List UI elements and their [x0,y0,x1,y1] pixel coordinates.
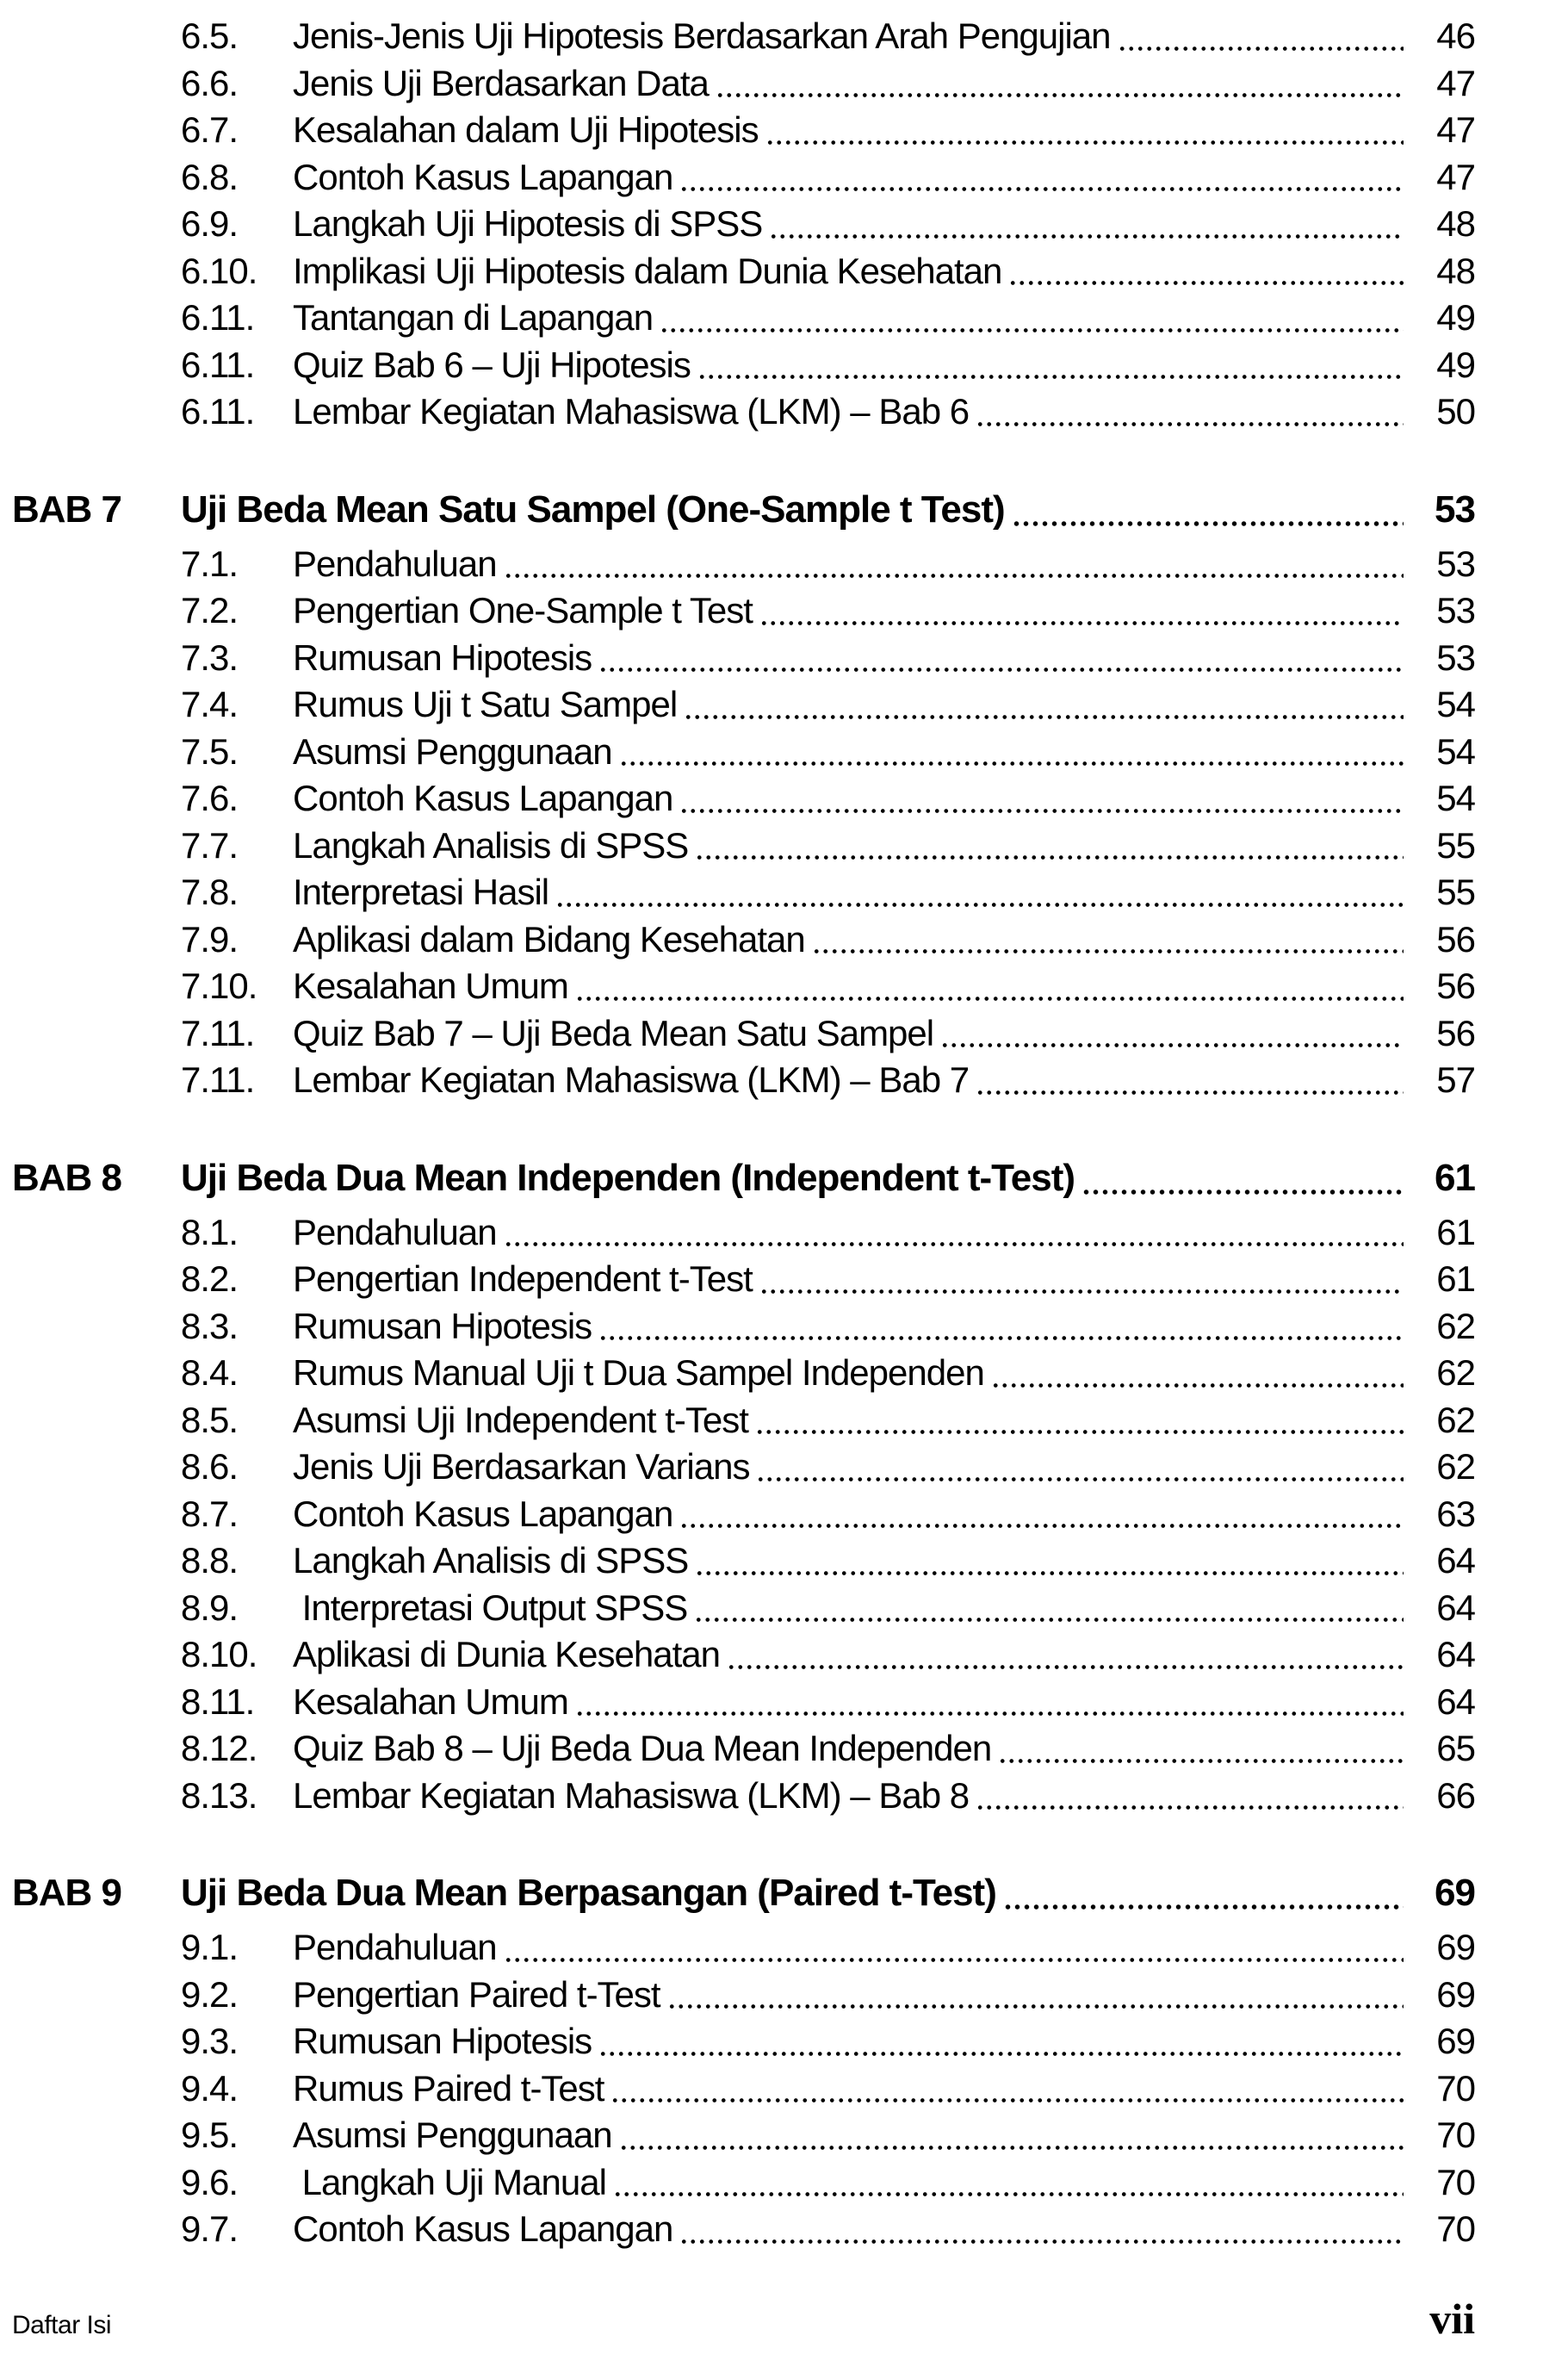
entry-title: Asumsi Penggunaan [293,730,612,772]
dot-leader [716,93,1404,97]
entry-number: 8.3. [181,1305,239,1346]
entry-number: 9.2. [181,1973,239,2015]
dot-leader [504,1242,1404,1246]
toc-entry-row [12,1212,1475,1259]
dot-leader [598,668,1404,672]
entry-page-number: 64 [1436,1540,1475,1581]
dot-leader [1003,1904,1404,1910]
dot-leader [679,2239,1404,2244]
toc-entry-row [12,2115,1475,2162]
entry-page-number: 53 [1436,543,1475,584]
entry-number: 8.11. [181,1680,255,1722]
entry-title: Langkah Uji Hipotesis di SPSS [293,203,763,244]
entry-title: Rumusan Hipotesis [293,637,592,678]
entry-number: 8.4. [181,1352,239,1393]
entry-page-number: 70 [1436,2115,1475,2155]
entry-title: Langkah Analisis di SPSS [293,824,689,866]
entry-page-number: 70 [1436,2067,1475,2109]
toc-entry-row [12,297,1475,345]
entry-number: 9.6. [181,2161,239,2202]
entry-title: Rumus Paired t-Test [293,2067,604,2109]
entry-page-number: 56 [1436,966,1475,1006]
toc-entry-row [12,2021,1475,2068]
toc-entry-row [12,16,1475,63]
entry-page-number: 50 [1436,391,1475,432]
toc-entry-row [12,1634,1475,1681]
toc-entry-row [12,1974,1475,2022]
toc-entry-row [12,1446,1475,1494]
dot-leader [998,1759,1404,1763]
dot-leader [697,375,1404,379]
toc-entry-row [12,1306,1475,1353]
entry-title: Pengertian Paired t-Test [293,1973,660,2015]
toc-entry-row [12,1587,1475,1635]
entry-number: 8.7. [181,1493,239,1534]
entry-page-number: 69 [1436,1927,1475,1967]
entry-page-number: 49 [1436,344,1475,385]
entry-title: Implikasi Uji Hipotesis dalam Dunia Kesehatan [293,250,1002,291]
entry-number: 9.4. [181,2067,239,2109]
dot-leader [555,903,1404,907]
entry-number: 8.5. [181,1399,239,1440]
entry-number: 8.6. [181,1446,239,1487]
entry-number: 8.13. [181,1774,257,1816]
entry-number: 8.8. [181,1540,239,1581]
toc-entry-row [12,203,1475,251]
dot-leader [1008,281,1404,285]
entry-title: Asumsi Penggunaan [293,2115,612,2155]
page-footer [12,2295,1475,2343]
dot-leader [756,1477,1404,1481]
dot-leader [694,1618,1404,1622]
entry-page-number: 62 [1436,1305,1475,1346]
dot-leader [684,715,1404,719]
entry-title: Aplikasi di Dunia Kesehatan [293,1634,720,1674]
entry-title: Rumus Uji t Satu Sampel [293,684,678,724]
entry-title: Quiz Bab 8 – Uji Beda Dua Mean Independen [293,1728,992,1768]
entry-title: Interpretasi Hasil [293,872,549,912]
chapter-heading-row [12,488,1475,543]
entry-page-number: 57 [1436,1059,1475,1100]
footer-section-label: Daftar Isi [12,2311,112,2339]
entry-page-number: 56 [1436,1012,1475,1053]
toc-entry-row [12,825,1475,873]
toc-entry-row [12,919,1475,966]
toc-entry-row [12,2208,1475,2256]
entry-title: Asumsi Uji Independent t-Test [293,1399,748,1440]
toc-entry-row [12,684,1475,731]
dot-leader [667,2004,1404,2009]
entry-number: 7.11. [181,1012,255,1053]
chapter-heading-row [12,1872,1475,1927]
dot-leader [976,1090,1404,1095]
entry-number: 8.1. [181,1211,239,1252]
entry-page-number: 64 [1436,1634,1475,1674]
entry-number: 8.9. [181,1587,239,1628]
section-gap [12,438,1475,488]
dot-leader [727,1665,1404,1669]
dot-leader [1081,1189,1404,1195]
entry-title: Contoh Kasus Lapangan [293,778,673,818]
entry-number: 9.3. [181,2021,239,2061]
dot-leader [812,949,1404,953]
dot-leader [504,574,1404,578]
dot-leader [976,1805,1404,1810]
dot-leader [755,1430,1404,1434]
entry-page-number: 62 [1436,1399,1475,1440]
chapter-page-number: 61 [1435,1156,1475,1199]
entry-number: 7.3. [181,637,239,678]
toc-entry-row [12,1400,1475,1447]
toc-entry-row [12,872,1475,919]
entry-number: 7.9. [181,918,239,960]
dot-leader [619,761,1404,766]
dot-leader [991,1383,1404,1388]
entry-title: Kesalahan Umum [293,1680,568,1722]
entry-title: Quiz Bab 7 – Uji Beda Mean Satu Sampel [293,1012,934,1053]
entry-page-number: 53 [1436,637,1475,678]
entry-title: Pendahuluan [293,1927,497,1967]
toc-entry-row [12,1059,1475,1107]
entry-title: Tantangan di Lapangan [293,297,654,338]
toc-entry-row [12,966,1475,1013]
entry-number: 7.4. [181,684,239,724]
toc-entry-row [12,1258,1475,1306]
toc-entry-row [12,2068,1475,2115]
toc-entry-row [12,157,1475,204]
entry-number: 8.2. [181,1258,239,1299]
entry-page-number: 54 [1436,778,1475,818]
entry-title: Rumusan Hipotesis [293,1305,592,1346]
entry-number: 8.10. [181,1634,257,1674]
entry-title: Langkah Uji Manual [293,2161,606,2202]
toc-entry-row [12,251,1475,298]
entry-number: 9.1. [181,1927,239,1967]
dot-leader [504,1958,1404,1962]
entry-page-number: 69 [1436,1973,1475,2015]
dot-leader [976,422,1404,426]
entry-page-number: 55 [1436,824,1475,866]
dot-leader [575,1711,1404,1716]
dot-leader [610,2098,1404,2102]
entry-number: 7.1. [181,543,239,584]
entry-title: Interpretasi Output SPSS [293,1587,688,1628]
dot-leader [613,2192,1404,2196]
entry-number: 7.6. [181,778,239,818]
dot-leader [695,1571,1404,1575]
toc-entry-row [12,778,1475,825]
entry-title: Kesalahan Umum [293,966,568,1006]
entry-page-number: 56 [1436,918,1475,960]
entry-number: 6.8. [181,156,239,197]
toc-entry-row [12,1927,1475,1974]
entry-title: Jenis-Jenis Uji Hipotesis Berdasarkan Arah Pengujian [293,16,1111,56]
toc-entry-row [12,590,1475,637]
entry-title: Contoh Kasus Lapangan [293,2208,673,2249]
dot-leader [679,1524,1404,1528]
toc-entry-row [12,2162,1475,2209]
entry-title: Pengertian Independent t-Test [293,1258,753,1299]
toc-entry-row [12,391,1475,438]
entry-page-number: 61 [1436,1211,1475,1252]
chapter-label: BAB 7 [12,488,122,531]
entry-page-number: 63 [1436,1493,1475,1534]
dot-leader [679,809,1404,813]
entry-title: Langkah Analisis di SPSS [293,1540,689,1581]
entry-number: 8.12. [181,1728,257,1768]
entry-page-number: 66 [1436,1774,1475,1816]
toc-entry-row [12,1540,1475,1587]
section-gap [12,1822,1475,1872]
entry-page-number: 55 [1436,872,1475,912]
toc-entry-row [12,109,1475,157]
dot-leader [598,2052,1404,2056]
chapter-title: Uji Beda Mean Satu Sampel (One-Sample t Test) [181,488,1005,531]
dot-leader [695,855,1404,860]
entry-number: 9.7. [181,2208,239,2249]
entry-title: Contoh Kasus Lapangan [293,1493,673,1534]
entry-page-number: 64 [1436,1587,1475,1628]
entry-title: Quiz Bab 6 – Uji Hipotesis [293,344,691,385]
dot-leader [759,1289,1404,1294]
chapter-title: Uji Beda Dua Mean Berpasangan (Paired t-Test) [181,1872,996,1914]
entry-number: 6.5. [181,16,239,56]
entry-page-number: 47 [1436,156,1475,197]
entry-title: Lembar Kegiatan Mahasiswa (LKM) – Bab 6 [293,391,970,432]
dot-leader [940,1043,1404,1047]
chapter-page-number: 69 [1435,1872,1475,1914]
entry-title: Jenis Uji Berdasarkan Varians [293,1446,750,1487]
footer-page-number-roman: vii [1429,2295,1475,2343]
entry-number: 9.5. [181,2115,239,2155]
dot-leader [575,997,1404,1001]
entry-page-number: 70 [1436,2208,1475,2249]
entry-title: Aplikasi dalam Bidang Kesehatan [293,918,805,960]
entry-number: 7.2. [181,590,239,630]
dot-leader [660,328,1404,332]
entry-page-number: 62 [1436,1352,1475,1393]
entry-title: Contoh Kasus Lapangan [293,156,673,197]
chapter-title: Uji Beda Dua Mean Independen (Independent t-Test) [181,1156,1075,1199]
entry-number: 6.11. [181,297,255,338]
entry-title: Lembar Kegiatan Mahasiswa (LKM) – Bab 7 [293,1059,970,1100]
dot-leader [598,1336,1404,1340]
entry-title: Kesalahan dalam Uji Hipotesis [293,109,759,150]
entry-page-number: 62 [1436,1446,1475,1487]
entry-page-number: 46 [1436,16,1475,56]
toc-entry-row [12,345,1475,392]
entry-number: 7.10. [181,966,257,1006]
entry-title: Lembar Kegiatan Mahasiswa (LKM) – Bab 8 [293,1774,970,1816]
dot-leader [1012,521,1404,526]
entry-page-number: 47 [1436,62,1475,103]
entry-number: 6.6. [181,62,239,103]
entry-number: 6.11. [181,344,255,385]
entry-number: 7.5. [181,730,239,772]
entry-title: Pengertian One-Sample t Test [293,590,753,630]
chapter-heading-row [12,1157,1475,1212]
toc-entry-row [12,731,1475,779]
entry-page-number: 48 [1436,250,1475,291]
entry-page-number: 61 [1436,1258,1475,1299]
toc-entry-row [12,637,1475,685]
entry-page-number: 48 [1436,203,1475,244]
entry-page-number: 69 [1436,2021,1475,2061]
dot-leader [765,140,1404,145]
entry-title: Rumus Manual Uji t Dua Sampel Independen [293,1352,984,1393]
entry-number: 6.7. [181,109,239,150]
toc-entry-row [12,1494,1475,1541]
entry-title: Pendahuluan [293,1211,497,1252]
entry-title: Rumusan Hipotesis [293,2021,592,2061]
entry-page-number: 54 [1436,730,1475,772]
entry-page-number: 70 [1436,2161,1475,2202]
toc-entry-row [12,1352,1475,1400]
entry-number: 7.11. [181,1059,255,1100]
chapter-label: BAB 9 [12,1872,122,1914]
chapter-label: BAB 8 [12,1156,122,1199]
entry-page-number: 54 [1436,684,1475,724]
toc-entry-row [12,1728,1475,1775]
entry-number: 6.11. [181,391,255,432]
toc-entry-row [12,1681,1475,1729]
toc-entry-row [12,543,1475,591]
dot-leader [1118,47,1404,51]
dot-leader [769,234,1404,239]
dot-leader [759,621,1404,625]
entry-page-number: 47 [1436,109,1475,150]
entry-page-number: 64 [1436,1680,1475,1722]
entry-title: Pendahuluan [293,543,497,584]
table-of-contents [12,16,1475,2256]
chapter-page-number: 53 [1435,488,1475,531]
entry-page-number: 53 [1436,590,1475,630]
section-gap [12,1107,1475,1157]
entry-number: 6.10. [181,250,257,291]
entry-page-number: 65 [1436,1728,1475,1768]
entry-number: 7.7. [181,824,239,866]
dot-leader [619,2146,1404,2150]
toc-entry-row [12,63,1475,110]
dot-leader [679,187,1404,191]
entry-page-number: 49 [1436,297,1475,338]
toc-entry-row [12,1013,1475,1060]
entry-number: 6.9. [181,203,239,244]
entry-title: Jenis Uji Berdasarkan Data [293,62,709,103]
toc-entry-row [12,1775,1475,1823]
entry-number: 7.8. [181,872,239,912]
